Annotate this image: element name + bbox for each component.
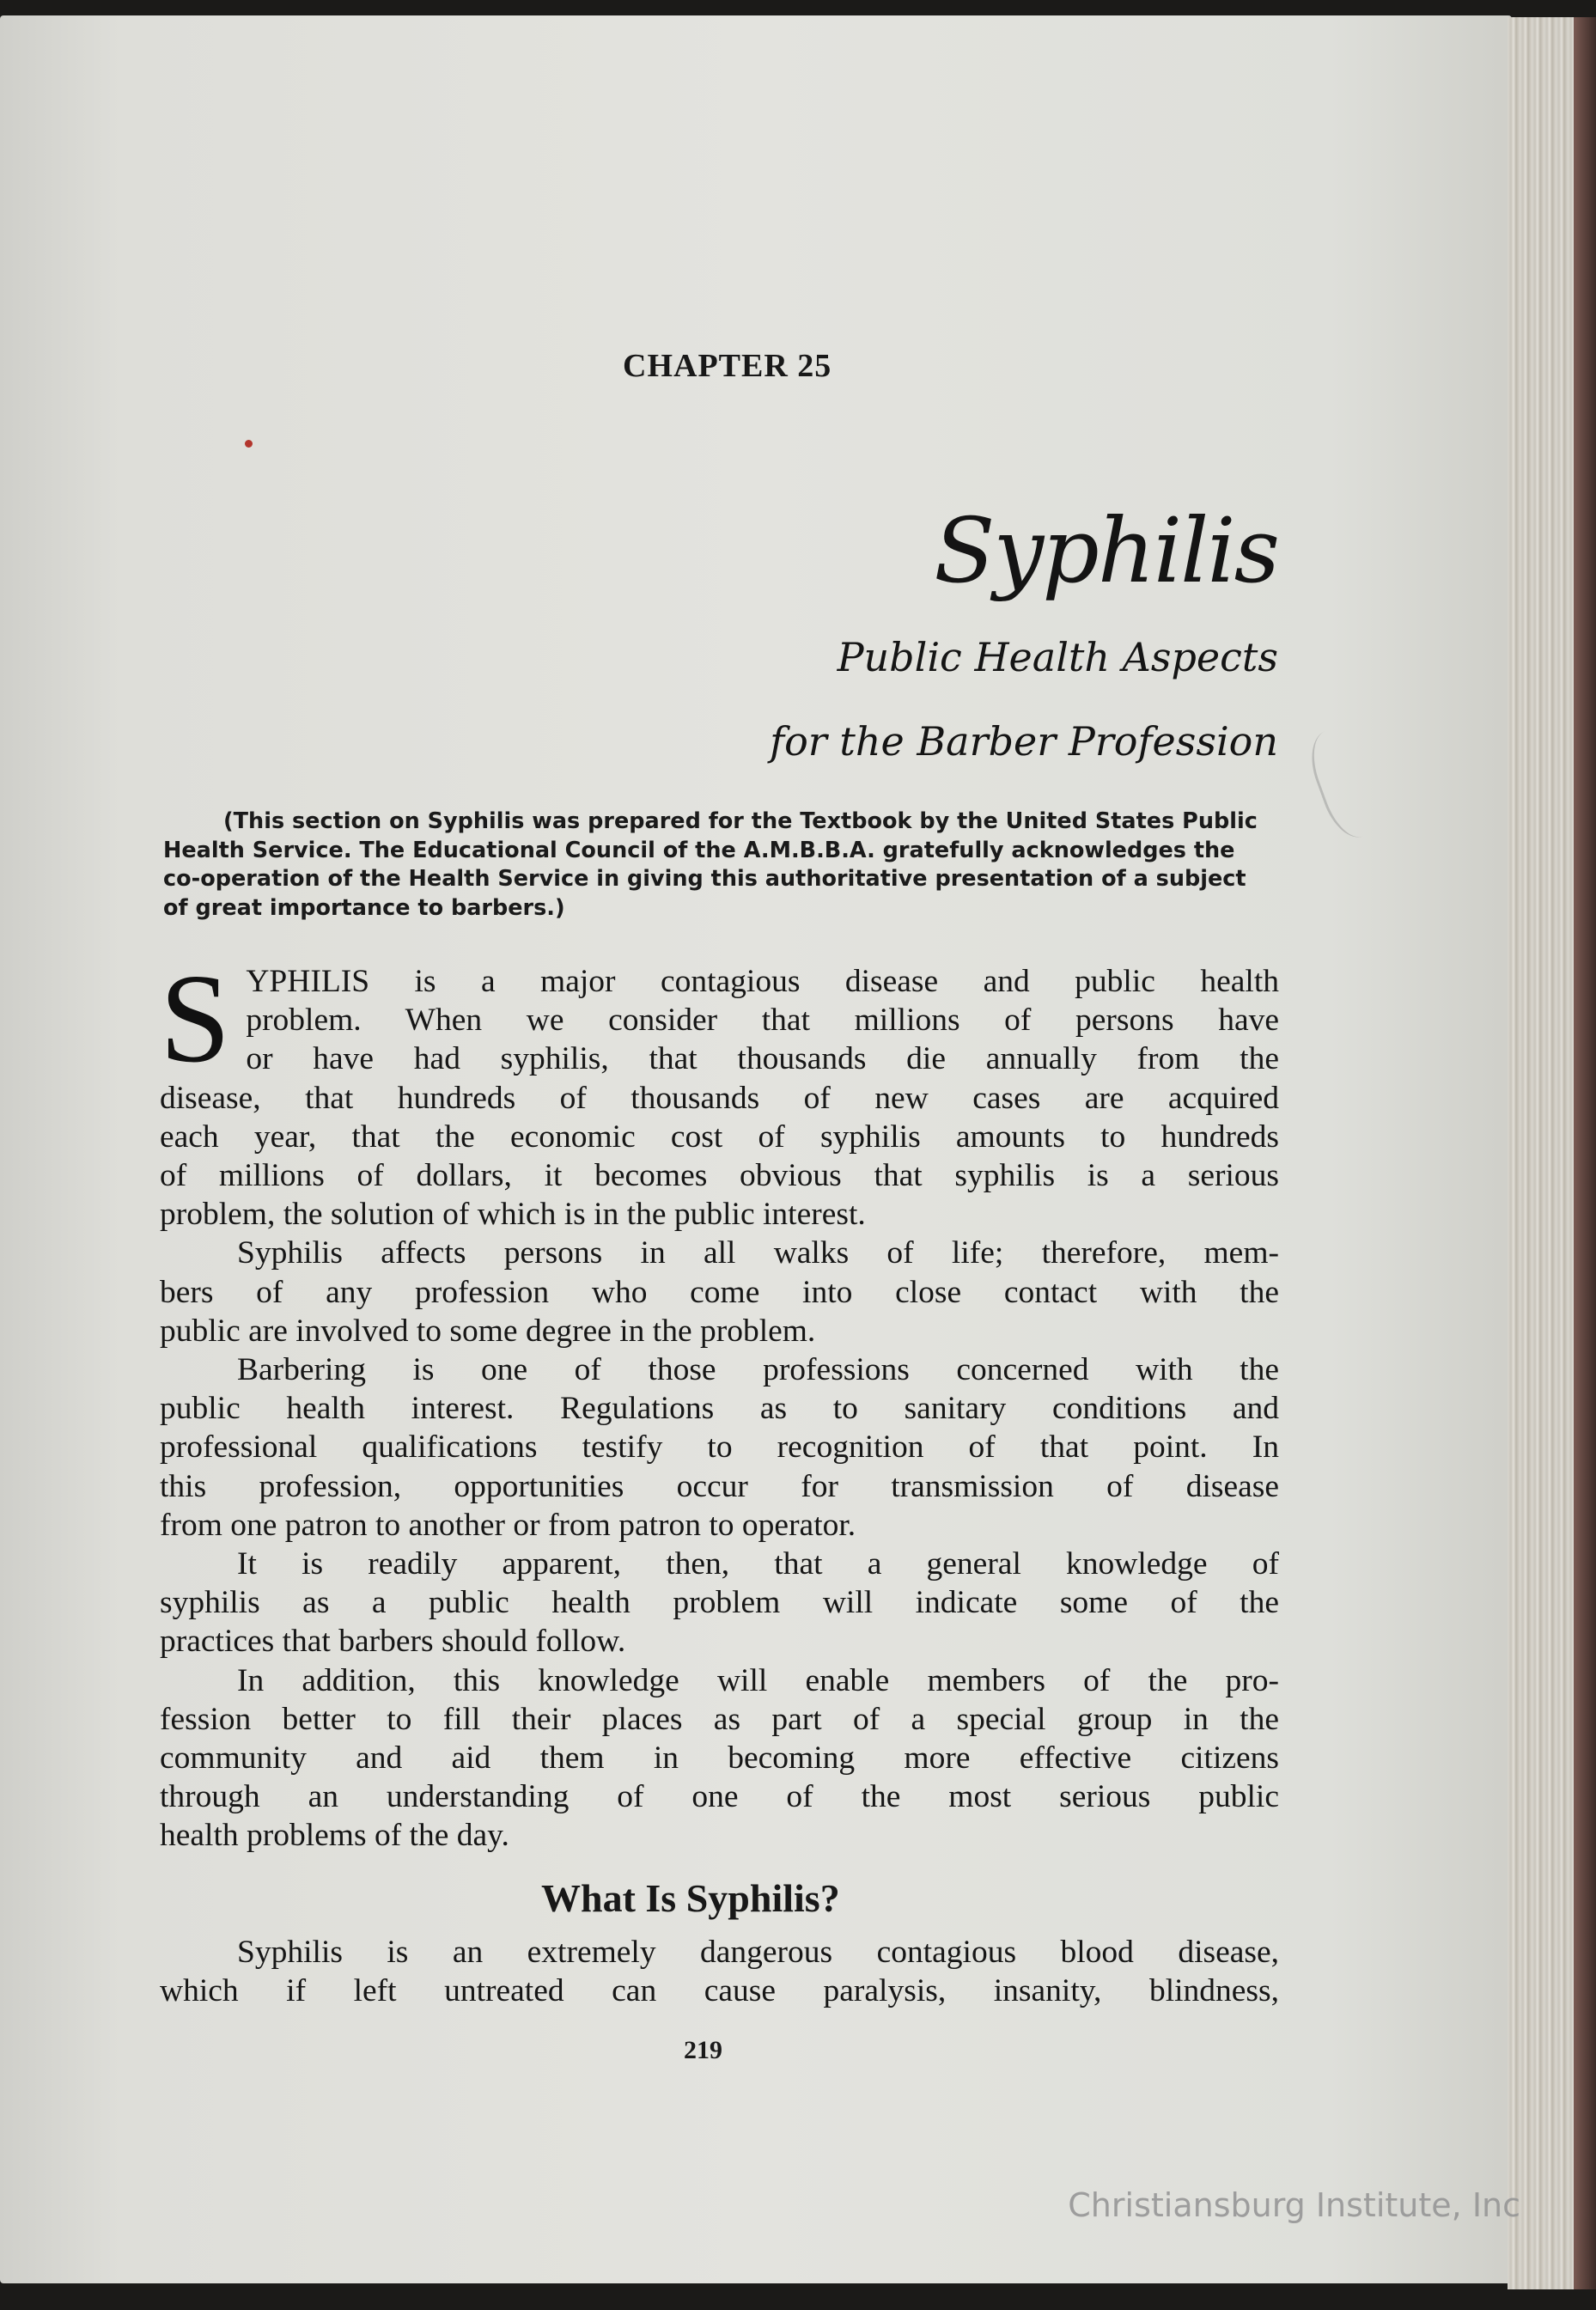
drop-cap: S xyxy=(160,948,231,1089)
red-ink-dot xyxy=(245,440,253,448)
text-line: fession better to fill their places as part of a special group in the xyxy=(160,1701,1279,1737)
text-line: It is readily apparent, then, that a general knowledge of xyxy=(237,1546,1279,1582)
paragraph-4 xyxy=(160,1545,1279,1661)
text-line: disease, that hundreds of thousands of new cases are acquired xyxy=(160,1080,1279,1116)
intro-note-line: of great importance to barbers.) xyxy=(163,894,565,921)
text-line: which if left untreated can cause paralysis, insanity, blindness, xyxy=(160,1973,1279,2009)
text-line: practices that barbers should follow. xyxy=(160,1624,626,1660)
section-heading: What Is Syphilis? xyxy=(541,1876,840,1920)
page-number: 219 xyxy=(684,2036,722,2064)
subtitle-line-1: Public Health Aspects xyxy=(837,634,1278,680)
text-line: public are involved to some degree in the problem. xyxy=(160,1313,816,1349)
intro-note xyxy=(163,808,1306,923)
text-line: this profession, opportunities occur for transmission of disease xyxy=(160,1468,1279,1504)
text-line: YPHILIS is a major contagious disease and public health xyxy=(246,964,1279,999)
section-text xyxy=(160,1933,1279,2010)
text-line: public health interest. Regulations as to sanitary conditions and xyxy=(160,1391,1279,1427)
text-line: health problems of the day. xyxy=(160,1818,509,1854)
chapter-heading: CHAPTER 25 xyxy=(623,348,832,384)
paragraph-2 xyxy=(160,1234,1279,1350)
text-line: Syphilis affects persons in all walks of life; therefore, mem- xyxy=(237,1235,1279,1271)
paragraph-3 xyxy=(160,1350,1279,1545)
text-line: Syphilis is an extremely dangerous contagious blood disease, xyxy=(237,1935,1279,1970)
paragraph-1 xyxy=(160,948,1279,1234)
paragraph-5 xyxy=(160,1661,1279,1856)
text-line: through an understanding of one of the most serious public xyxy=(160,1779,1279,1815)
title-main: Syphilis xyxy=(934,498,1278,603)
text-line: of millions of dollars, it becomes obvious that syphilis is a serious xyxy=(160,1158,1279,1194)
text-line: professional qualifications testify to recognition of that point. In xyxy=(160,1429,1279,1466)
text-line: problem. When we consider that millions of persons have xyxy=(246,1003,1279,1039)
text-line: In addition, this knowledge will enable members of the pro- xyxy=(237,1662,1279,1698)
intro-note-line: (This section on Syphilis was prepared for the Textbook by the United States Public xyxy=(223,808,1258,834)
watermark: Christiansburg Institute, Inc xyxy=(1068,2186,1520,2224)
intro-note-line: co-operation of the Health Service in giving this authoritative presentation of a subject xyxy=(163,866,1246,892)
text-line: or have had syphilis, that thousands die annually from the xyxy=(246,1041,1279,1077)
intro-note-line: Health Service. The Educational Council of the A.M.B.B.A. gratefully acknowledges the xyxy=(163,837,1235,863)
body-text xyxy=(160,948,1279,1856)
section-paragraph xyxy=(160,1933,1279,2010)
text-line: bers of any profession who come into close contact with the xyxy=(160,1274,1279,1310)
text-line: syphilis as a public health problem will indicate some of the xyxy=(160,1585,1279,1621)
text-line: problem, the solution of which is in the public interest. xyxy=(160,1197,866,1233)
text-line: from one patron to another or from patron to operator. xyxy=(160,1507,856,1543)
text-line: each year, that the economic cost of syphilis amounts to hundreds xyxy=(160,1118,1279,1155)
text-line: community and aid them in becoming more effective citizens xyxy=(160,1740,1279,1777)
subtitle-line-2: for the Barber Profession xyxy=(770,718,1278,765)
page-edges xyxy=(1508,17,1596,2289)
text-line: Barbering is one of those professions concerned with the xyxy=(237,1352,1279,1388)
